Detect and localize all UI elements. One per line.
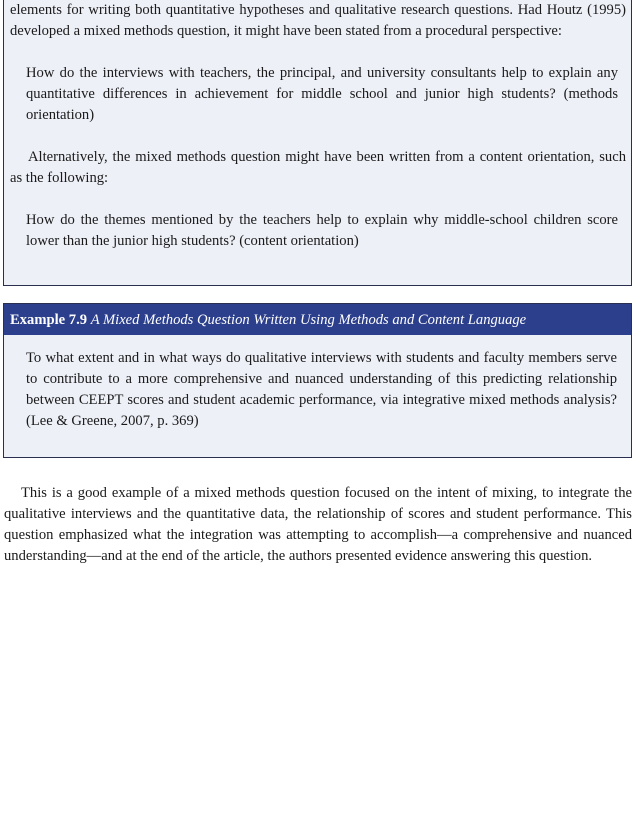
body-paragraph: This is a good example of a mixed methods question focused on the intent of mixing, to integrate the qualitative interviews and the quantitative data, the relationship of scores and student performance. This question emphasized what the integration was attempting to accomplish—a comprehensive and nuanced understanding—and at the end of the article, the authors presented evidence answering this question. bbox=[4, 485, 632, 564]
continued-text-box-content bbox=[4, 0, 631, 252]
quote-methods-orientation: How do the interviews with teachers, the principal, and university consultants help to explain any quantitative differences in achievement for middle school and junior high students? (methods orientation) bbox=[26, 65, 618, 123]
continued-text-box bbox=[3, 0, 632, 286]
box-paragraph-intro: elements for writing both quantitative hypotheses and qualitative research questions. Had Houtz (1995) developed a mixed methods question, it might have been stated from a procedural perspective: bbox=[10, 2, 626, 39]
box-paragraph-alternative: Alternatively, the mixed methods question might have been written from a content orientation, such as the following: bbox=[10, 149, 626, 186]
body-text bbox=[4, 483, 632, 567]
example-body bbox=[4, 335, 631, 432]
example-quote: To what extent and in what ways do qualitative interviews with students and faculty members serve to contribute to a more comprehensive and nuanced understanding of this predicting relationship between CEEPT scores and student academic performance, via integrative mixed methods analysis? (Lee & Greene, 2007, p. 369) bbox=[26, 350, 617, 429]
example-box bbox=[3, 303, 632, 458]
example-header bbox=[4, 304, 631, 335]
quote-methods-orientation-wrap bbox=[10, 63, 626, 126]
quote-content-orientation-wrap bbox=[10, 210, 626, 252]
example-title: A Mixed Methods Question Written Using Methods and Content Language bbox=[90, 312, 527, 328]
quote-content-orientation: How do the themes mentioned by the teachers help to explain why middle-school children score lower than the junior high students? (content orientation) bbox=[26, 212, 618, 249]
example-label: Example 7.9 bbox=[10, 312, 88, 328]
